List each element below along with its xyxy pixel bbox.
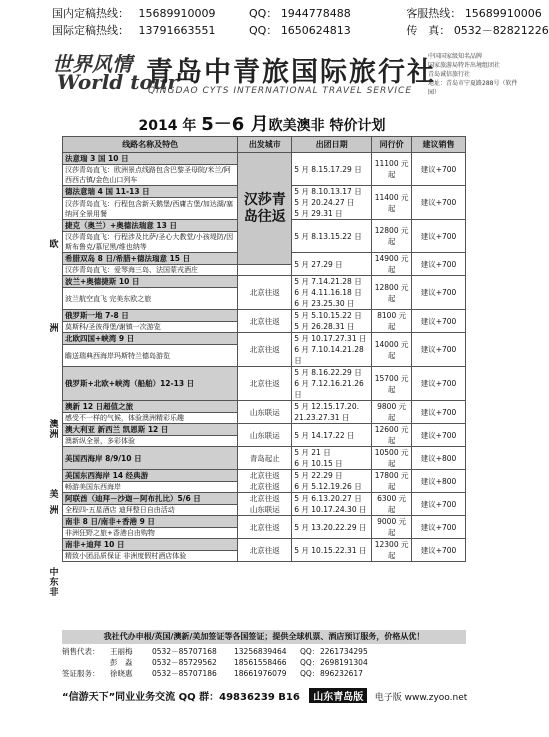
table-row — [63, 367, 466, 401]
tour-dates: 5 月 8.10.13.17 日 5 月 20.24.27 日 5 月 29.31 日 — [292, 186, 372, 220]
tour-dates: 5 月 10.15.22.31 日 — [292, 539, 372, 562]
departure-city: 山东联运 — [238, 424, 292, 447]
tour-dates: 5 月 8.15.17.29 日 — [292, 153, 372, 186]
price: 9800 元起 — [372, 401, 412, 424]
tour-dates: 5 月 22.29 日 6 月 5.12.19.26 日 — [292, 470, 372, 493]
route-description: 非洲狂野之旅+香港自由购物 — [63, 528, 238, 539]
note: 中国国家级知名品牌 — [428, 53, 483, 60]
hotline-row-international — [52, 23, 549, 38]
route-name: 德法意瑞 4 国 11-13 日 — [63, 186, 238, 198]
contact-list — [62, 646, 368, 679]
route-name: 美国东西海岸 14 经典游 — [63, 470, 238, 482]
price: 11100 元起 — [372, 153, 412, 186]
price: 10500 元起 — [372, 447, 412, 470]
tour-dates: 5 月 7.14.21.28 日 6 月 4.11.16.18 日 6 月 23.25.30 日 — [292, 276, 372, 310]
contact-row: 销售代表： 王丽梅 0532－85707168 13256839464 QQ：2261734295 — [62, 647, 368, 656]
table-row — [63, 310, 466, 322]
header-dates: 出团日期 — [292, 137, 372, 153]
price: 12800 元起 — [372, 276, 412, 310]
agency-english-name: QINGDAO CYTS INTERNATIONAL TRAVEL SERVICE — [148, 86, 413, 96]
note: 国家旅游局特许出境组团社 — [428, 62, 501, 69]
route-description: 波兰航空直飞 完美东欧之旅 — [63, 288, 238, 310]
route-name: 法意瑞 3 国 10 日 — [63, 153, 238, 165]
route-description: 全程四-五星酒店 迪拜整日自由活动 — [63, 505, 238, 516]
region-europe: 欧 洲 — [49, 240, 59, 334]
departure-city: 北京往返 — [238, 333, 292, 367]
departure-city: 北京往返 — [238, 516, 292, 539]
table-row — [63, 539, 466, 551]
price: 14900 元起 — [372, 253, 412, 276]
tour-dates: 5 月 13.20.22.29 日 — [292, 516, 372, 539]
visa-service-banner: 我社代办申根/英国/澳新/美加签证等各国签证；提供全球机票、酒店预订服务，价格从优！ — [62, 630, 466, 644]
route-name: 南非+迪拜 10 日 — [63, 539, 238, 551]
qq: 1944778488 — [280, 7, 351, 20]
hotline-row-domestic — [52, 6, 542, 21]
note: 地址：青岛市宁夏路288号（软件园） — [428, 80, 518, 96]
departure-city: 山东联运 — [238, 401, 292, 424]
suggested-price: 建议+800 — [412, 447, 466, 470]
suggested-price: 建议+700 — [412, 220, 466, 253]
agency-name: 青岛中青旅国际旅行社 — [146, 57, 436, 88]
table-row — [63, 276, 466, 288]
route-name: 俄罗斯+北欧+峡湾（船舶）12-13 日 — [63, 367, 238, 401]
suggested-price: 建议+700 — [412, 333, 466, 367]
departure-city: 青岛起止 — [238, 447, 292, 470]
tour-dates: 5 月 10.17.27.31 日 6 月 7.10.14.21.28 日 — [292, 333, 372, 367]
route-description: 畅游美国东西海岸 — [63, 482, 238, 493]
route-description: 莫斯科/圣彼得堡/谢镇一次游览 — [63, 322, 238, 333]
header-suggest: 建议销售 — [412, 137, 466, 153]
page-title — [0, 110, 524, 136]
route-name: 北欧四国+峡湾 9 日 — [63, 333, 238, 345]
route-name: 希腊双岛 8 日/希腊+德法瑞意 15 日 — [63, 253, 238, 265]
price: 17800 元起 — [372, 470, 412, 493]
agency-banner — [52, 48, 518, 110]
footer — [62, 688, 467, 703]
qq-label: QQ： — [248, 7, 278, 20]
edition-badge: 山东青岛版 — [309, 688, 367, 703]
title-year: 2014 年 — [138, 118, 202, 134]
price: 15700 元起 — [372, 367, 412, 401]
suggested-price: 建议+700 — [412, 310, 466, 333]
tour-dates: 5 月 21 日 6 月 10.15 日 — [292, 447, 372, 470]
route-description: 汉莎青岛直飞：爱琴海三岛、法国蒙戎酒庄 — [63, 265, 238, 276]
price: 12600 元起 — [372, 424, 412, 447]
departure-city: 北京往返 — [238, 276, 292, 310]
route-name: 南非 8 日/南非+香港 9 日 — [63, 516, 238, 528]
suggested-price: 建议+700 — [412, 424, 466, 447]
table-row — [63, 153, 466, 165]
tour-dates: 5 月 5.10.15.22 日 5 月 26.28.31 日 — [292, 310, 372, 333]
tour-dates: 5 月 14.17.22 日 — [292, 424, 372, 447]
suggested-price: 建议+700 — [412, 153, 466, 186]
route-description: 瞻送瑞典西海岸玛斯特兰德岛游览 — [63, 345, 238, 367]
phone: 0532－82821226 — [453, 24, 549, 37]
suggested-price: 建议+700 — [412, 253, 466, 276]
table-row — [63, 333, 466, 345]
departure-city: 北京往返 山东联运 — [238, 493, 292, 516]
table-row — [63, 470, 466, 482]
price: 14000 元起 — [372, 333, 412, 367]
price: 8100 元起 — [372, 310, 412, 333]
table-row — [63, 401, 466, 413]
phone: 13791663551 — [138, 24, 216, 37]
table-row — [63, 516, 466, 528]
suggested-price: 建议+700 — [412, 276, 466, 310]
route-description: 汉莎青岛直飞：欧洲景点线路包含巴黎圣母院/米兰/阿西西古镇/金色山口列车 — [63, 165, 238, 186]
tour-dates: 5 月 8.16.22.29 日 6 月 7.12.16.21.26 日 — [292, 367, 372, 401]
footer-text: “信游天下”同业业务交流 QQ 群：49836239 B16 — [62, 692, 300, 703]
label: 国内定稿热线： — [52, 7, 129, 20]
departure-city: 汉莎青岛往返 — [238, 153, 292, 265]
tour-table — [62, 136, 466, 562]
suggested-price: 建议+700 — [412, 493, 466, 516]
tour-dates: 5 月 8.13.15.22 日 — [292, 220, 372, 253]
region-america: 美 洲 — [49, 490, 59, 516]
departure-city: 北京往返 — [238, 310, 292, 333]
route-description: 感受不一样的气候，体验澳洲精彩乐趣 — [63, 413, 238, 424]
qq: 1650624813 — [280, 24, 351, 37]
suggested-price: 建议+700 — [412, 539, 466, 562]
table-row — [63, 424, 466, 436]
region-oceania: 澳 洲 — [49, 420, 59, 440]
suggested-price: 建议+700 — [412, 367, 466, 401]
route-name: 澳新 12 日超值之旅 — [63, 401, 238, 413]
suggested-price: 建议+700 — [412, 401, 466, 424]
suggested-price: 建议+800 — [412, 470, 466, 493]
table-header — [63, 137, 466, 153]
route-name: 阿联酋（迪拜－沙迦－阿布扎比）5/6 日 — [63, 493, 238, 505]
qq-label: QQ： — [248, 24, 278, 37]
route-name: 澳大利亚 新西兰 凯恩斯 12 日 — [63, 424, 238, 436]
table-row — [63, 447, 466, 470]
route-description: 汉莎青岛直飞：行程包含新天鹅堡/西庸古堡/加达湖/塞纳河全景用餐 — [63, 198, 238, 220]
header-price: 同行价 — [372, 137, 412, 153]
title-rest: 欧美澳非 特价计划 — [268, 118, 386, 134]
price: 6300 元起 — [372, 493, 412, 516]
label: 客服热线： — [406, 7, 462, 20]
header-city: 出发城市 — [238, 137, 292, 153]
suggested-price: 建议+700 — [412, 186, 466, 220]
departure-city: 北京往返 北京往返 — [238, 470, 292, 493]
price: 12800 元起 — [372, 220, 412, 253]
route-description: 澳新纵全景，多彩体验 — [63, 436, 238, 447]
route-description: 精致小团品质保证 非洲度假村酒店体验 — [63, 551, 238, 562]
header-route: 线路名称及特色 — [63, 137, 238, 153]
website: 电子版 www.zyoo.net — [374, 693, 468, 703]
price: 9000 元起 — [372, 516, 412, 539]
tour-dates: 5 月 6.13.20.27 日 6 月 10.17.24.30 日 — [292, 493, 372, 516]
price: 12300 元起 — [372, 539, 412, 562]
route-name: 波兰+奥德捷斯 10 日 — [63, 276, 238, 288]
title-month: 5－6 月 — [201, 114, 269, 135]
contact-row: 签证服务： 徐晓惠 0532－85707186 18661976079 QQ：896232617 — [62, 669, 363, 678]
region-middle-east-africa: 中 东 非 — [49, 568, 59, 598]
tour-dates: 5 月 27.29 日 — [292, 253, 372, 276]
phone: 15689910006 — [464, 7, 542, 20]
route-name: 俄罗斯一地 7-8 日 — [63, 310, 238, 322]
route-description: 汉莎青岛直飞：行程涉及比萨/圣心大教堂/小孩堤防/因斯布鲁克/慕尼黑/维也纳等 — [63, 232, 238, 253]
logo-cn: 世界风情 — [52, 52, 132, 76]
route-name: 美国西海岸 8/9/10 日 — [63, 447, 238, 470]
phone: 15689910009 — [138, 7, 216, 20]
note: 青岛诚信旅行社 — [428, 71, 471, 78]
tour-rows — [63, 153, 466, 562]
suggested-price: 建议+700 — [412, 516, 466, 539]
contact-row: 彭 淼 0532－85729562 18561558466 QQ：2698191304 — [110, 658, 368, 667]
label: 国际定稿热线： — [52, 24, 129, 37]
agency-notes — [428, 52, 518, 97]
departure-city: 北京往返 — [238, 367, 292, 401]
label: 传 真： — [406, 24, 451, 37]
tour-dates: 5 月 12.15.17.20. 21.23.27.31 日 — [292, 401, 372, 424]
departure-city: 北京往返 — [238, 539, 292, 562]
logo-en: World tour — [57, 70, 178, 94]
table-row — [63, 493, 466, 505]
route-name: 捷克（奥兰）+奥德法瑞意 13 日 — [63, 220, 238, 232]
price: 11400 元起 — [372, 186, 412, 220]
